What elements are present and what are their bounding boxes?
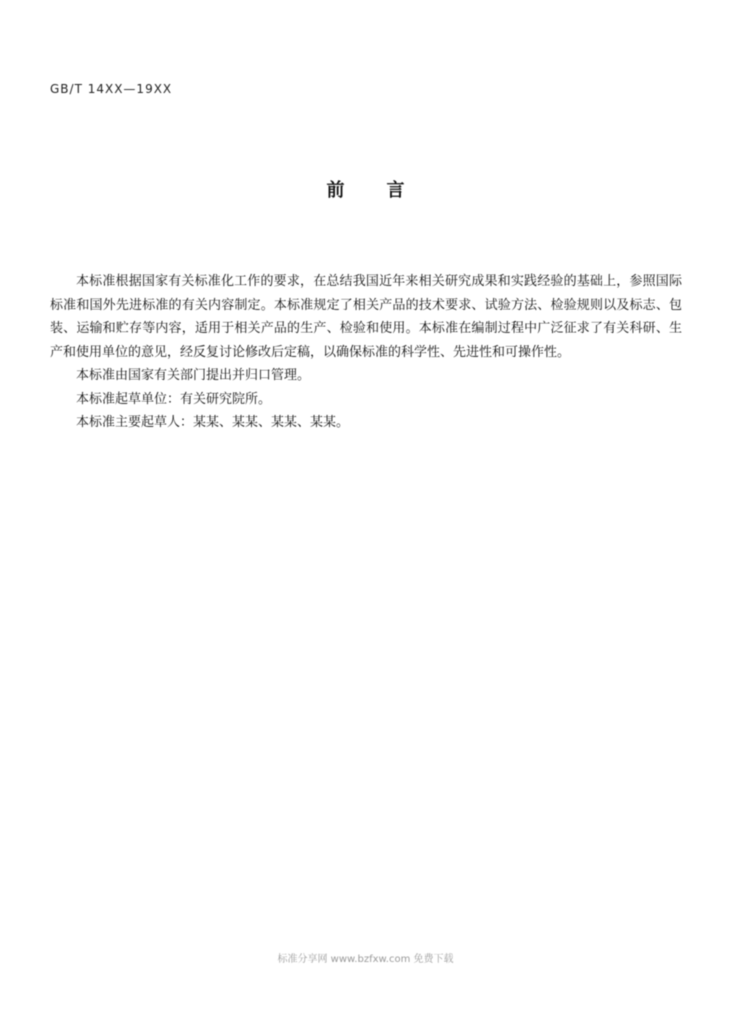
section-title: 前言 [326,180,447,201]
foreword-body [50,270,682,435]
foreword-line-proposer: 本标准由国家有关部门提出并归口管理。 [76,368,311,383]
foreword-line-drafters: 本标准主要起草人：某某、某某、某某、某某。 [76,415,350,430]
standard-code: GB/T 14XX—19XX [50,82,173,96]
foreword-paragraph: 本标准根据国家有关标准化工作的要求，在总结我国近年来相关研究成果和实践经验的基础上，参照国际标准和国外先进标准的有关内容制定。本标准规定了相关产品的技术要求、试验方法、检验规则以及标志、包装、运输和贮存等内容，适用于相关产品的生产、检验和使用。本标准在编制过程中广泛征求了有关科研、生产和使用单位的意见，经反复讨论修改后定稿，以确保标准的科学性、先进性和可操作性。 [50,274,682,360]
foreword-line-drafting-unit: 本标准起草单位：有关研究院所。 [76,391,272,407]
footer-watermark: 标准分享网 www.bzfxw.com 免费下载 [277,954,454,965]
